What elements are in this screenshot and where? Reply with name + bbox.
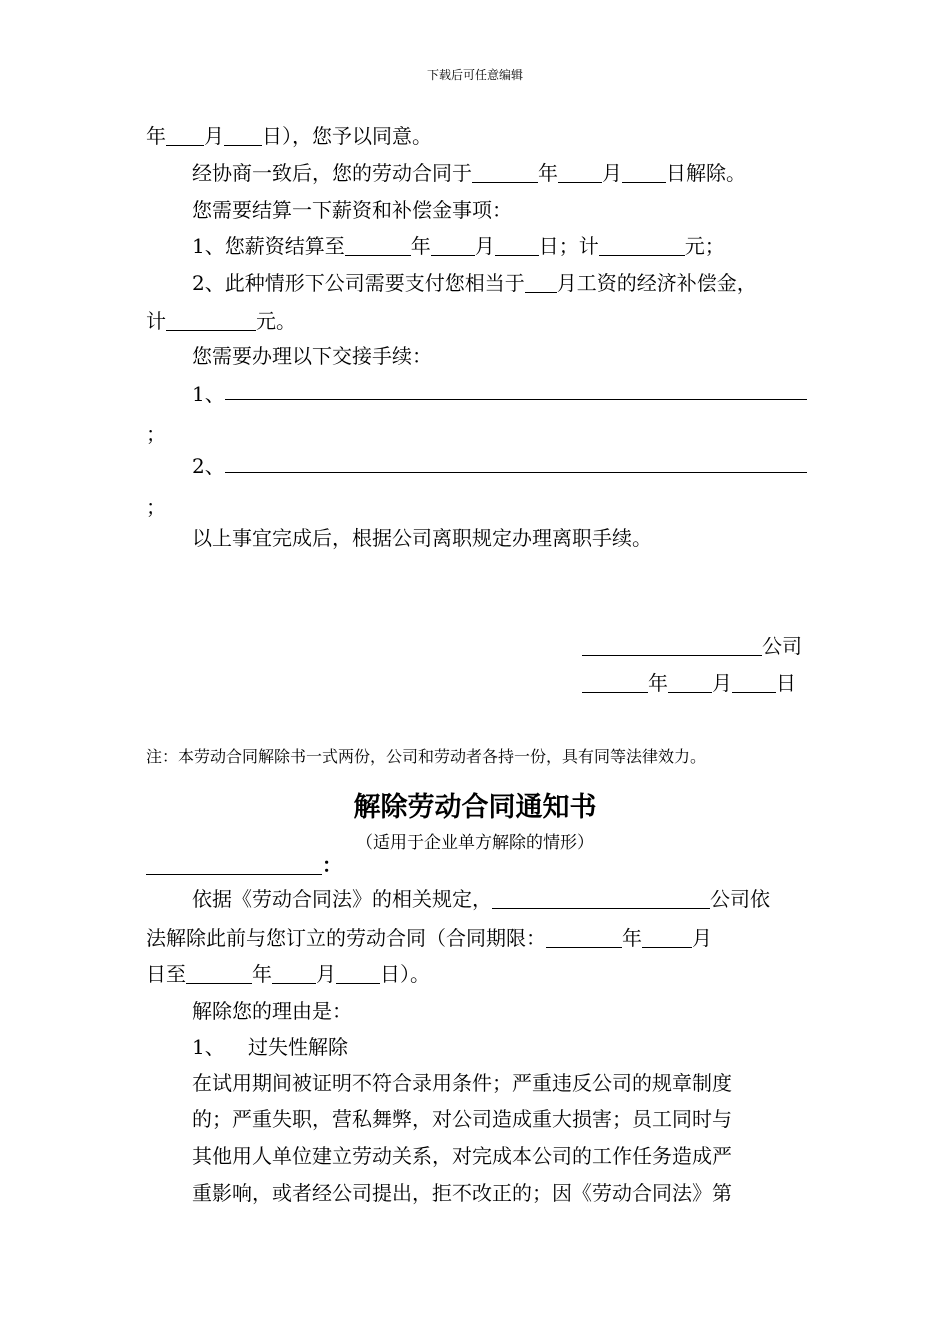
text: 年	[410, 234, 431, 258]
line-contract-terminate	[192, 161, 746, 185]
para1-line2	[146, 926, 712, 950]
blank-year[interactable]	[582, 672, 648, 693]
text: 年	[538, 161, 558, 185]
line-closing: 以上事宜完成后，根据公司离职规定办理离职手续。	[192, 526, 652, 550]
blank-day[interactable]	[224, 125, 262, 146]
handover-item-2-blank[interactable]	[225, 472, 807, 473]
reason-text-line: 其他用人单位建立劳动关系，对完成本公司的工作任务造成严	[192, 1144, 732, 1168]
blank-month[interactable]	[431, 235, 475, 256]
blank-day[interactable]	[622, 162, 666, 183]
text: 公司依	[710, 887, 770, 911]
text: 月	[692, 926, 712, 950]
line-compensation-amount	[146, 309, 296, 333]
text: 日解除。	[666, 161, 746, 185]
text: 日）。	[380, 962, 430, 986]
blank-company-name[interactable]	[582, 635, 762, 656]
reason-text-line: 的；严重失职，营私舞弊，对公司造成重大损害；员工同时与	[192, 1107, 732, 1131]
blank-month[interactable]	[558, 162, 602, 183]
blank-months[interactable]	[525, 272, 557, 293]
text: 日），您予以同意。	[262, 124, 432, 148]
blank-month[interactable]	[166, 125, 204, 146]
handover-item-1-end: ；	[146, 422, 166, 446]
handover-item-1-label: 1、	[192, 382, 225, 406]
reason-1-number: 1、	[192, 1035, 225, 1059]
text: 日	[776, 671, 796, 695]
blank-year[interactable]	[186, 963, 252, 984]
line-handover-intro: 您需要办理以下交接手续：	[192, 344, 432, 368]
text: 2、此种情形下公司需要支付您相当于	[192, 271, 525, 295]
text: 法解除此前与您订立的劳动合同（合同期限：	[146, 926, 546, 950]
text: 年	[648, 671, 668, 695]
line-salary-settlement	[192, 234, 725, 258]
text: 计	[146, 309, 166, 333]
blank-amount[interactable]	[599, 235, 685, 256]
text: 月	[316, 962, 336, 986]
text: 日至	[146, 962, 186, 986]
line-compensation	[192, 271, 757, 295]
reason-1-title: 过失性解除	[248, 1035, 348, 1059]
line-settlement-intro: 您需要结算一下薪资和补偿金事项：	[192, 198, 512, 222]
subtitle: （适用于企业单方解除的情形）	[356, 833, 594, 853]
blank-day[interactable]	[732, 672, 776, 693]
header-note: 下载后可任意编辑	[426, 68, 523, 82]
text: 月	[474, 234, 495, 258]
blank-month[interactable]	[642, 927, 692, 948]
text: ：	[322, 853, 342, 877]
text: 1、您薪资结算至	[192, 234, 345, 258]
blank-amount[interactable]	[166, 310, 256, 331]
para1-line1	[192, 887, 770, 911]
blank-year[interactable]	[345, 235, 411, 256]
blank-year[interactable]	[546, 927, 622, 948]
signature-date	[582, 671, 796, 695]
signature-company	[582, 634, 802, 658]
blank-company-name[interactable]	[492, 888, 710, 909]
blank-month[interactable]	[272, 963, 316, 984]
handover-item-1-blank[interactable]	[225, 399, 807, 400]
text: 日；计	[538, 234, 599, 258]
reason-label: 解除您的理由是：	[192, 999, 352, 1023]
addressee-line	[146, 853, 342, 877]
text: 月	[204, 124, 224, 148]
note: 注：本劳动合同解除书一式两份，公司和劳动者各持一份，具有同等法律效力。	[146, 747, 707, 766]
blank-addressee[interactable]	[146, 854, 322, 875]
text: 年	[622, 926, 642, 950]
text: 元。	[256, 309, 296, 333]
reason-text-line: 重影响，或者经公司提出，拒不改正的；因《劳动合同法》第	[192, 1181, 732, 1205]
handover-item-2-end: ；	[146, 495, 166, 519]
blank-day[interactable]	[336, 963, 380, 984]
blank-year[interactable]	[472, 162, 538, 183]
text: 年	[146, 124, 166, 148]
blank-day[interactable]	[495, 235, 539, 256]
reason-text-line: 在试用期间被证明不符合录用条件；严重违反公司的规章制度	[192, 1071, 732, 1095]
text: 月	[602, 161, 622, 185]
text: 月工资的经济补偿金，	[556, 271, 757, 295]
text: 依据《劳动合同法》的相关规定，	[192, 887, 492, 911]
text: 经协商一致后，您的劳动合同于	[192, 161, 472, 185]
page-title: 解除劳动合同通知书	[353, 792, 597, 823]
text: 元；	[684, 234, 725, 258]
text: 公司	[762, 634, 802, 658]
text: 月	[712, 671, 732, 695]
line-date-agree	[146, 124, 432, 148]
blank-month[interactable]	[668, 672, 712, 693]
handover-item-2-label: 2、	[192, 454, 225, 478]
para1-line3	[146, 962, 430, 986]
text: 年	[252, 962, 272, 986]
